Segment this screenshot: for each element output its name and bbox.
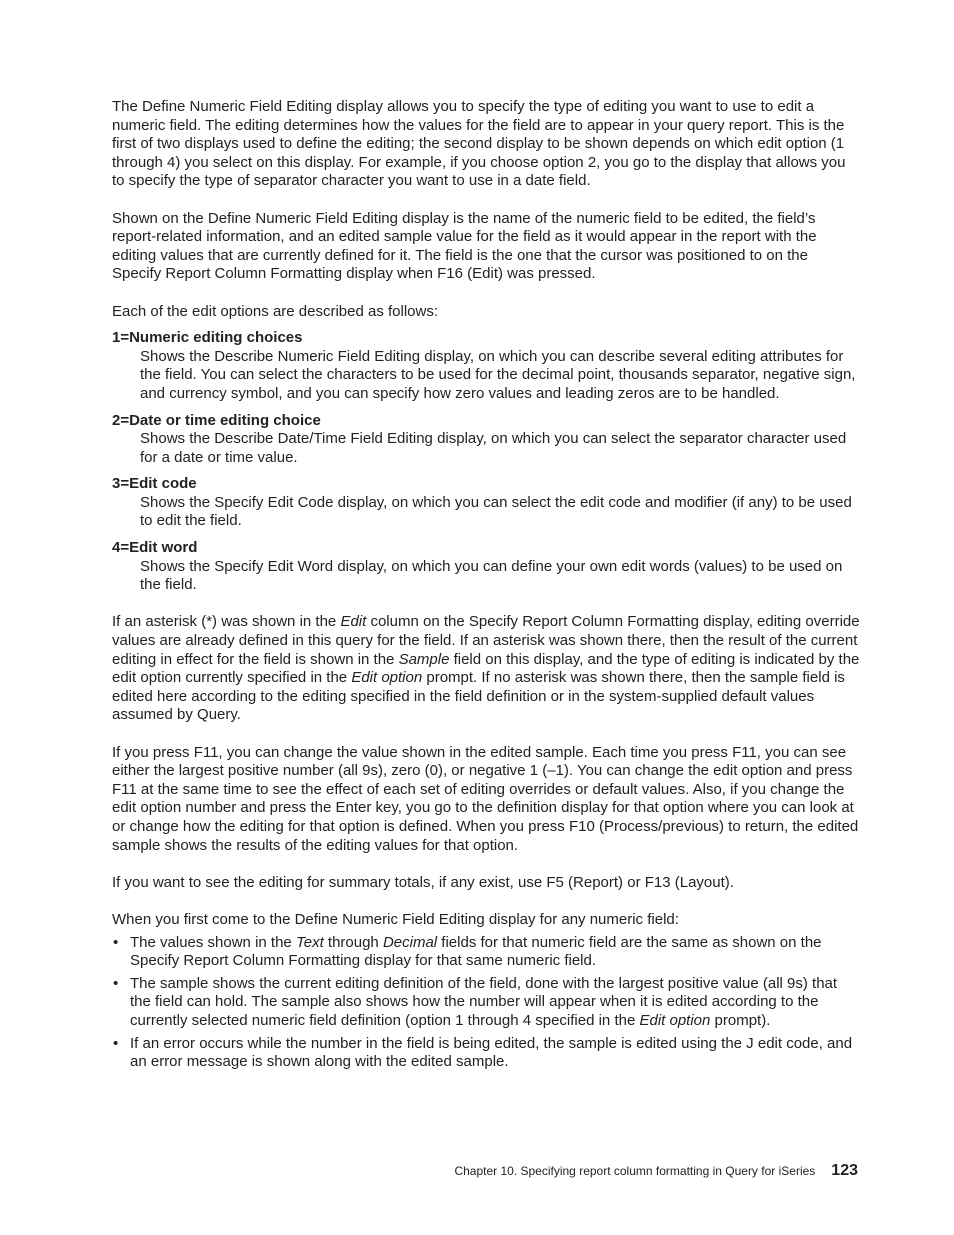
edit-options-list	[112, 329, 860, 595]
text-run: fields for that numeric field are the same as shown on the Specify Report Column Formatting display for that same numeric field.	[130, 933, 822, 970]
paragraph-summary-totals: If you want to see the editing for summary totals, if any exist, use F5 (Report) or F13 (Layout).	[112, 873, 734, 891]
option-term: 4=Edit word	[112, 539, 198, 557]
chapter-title: Chapter 10. Specifying report column formatting in Query for iSeries	[454, 1164, 816, 1178]
option-term: 2=Date or time editing choice	[112, 411, 321, 429]
text-run: prompt. If no asterisk was shown there, then the sample field is edited here according to the editing specified in the field definition or in the system-supplied default values assumed by Query.	[112, 669, 845, 724]
option-description: Shows the Specify Edit Code display, on which you can select the edit code and modifier (if any) to be used to edit the field.	[140, 493, 852, 530]
option-item-4	[112, 539, 860, 595]
option-term: 1=Numeric editing choices	[112, 329, 303, 347]
bullet-list	[112, 934, 860, 1072]
paragraph-asterisk	[112, 613, 860, 725]
italic-term-sample: Sample	[398, 650, 450, 668]
text-run: field on this display, and the type of editing is indicated by the edit option currently specified in the	[112, 650, 860, 687]
text-run: prompt).	[710, 1011, 771, 1029]
paragraph-display-contents: Shown on the Define Numeric Field Editing display is the name of the numeric field to be edited, the field’s report-related information, and an edited sample value for the field as it would appear in the report with the editing values that are currently defined for it. The field is the one that the cursor was positioned to on the Specify Report Column Formatting display when F16 (Edit) was pressed.	[112, 209, 817, 283]
paragraph-first-come: When you first come to the Define Numeric Field Editing display for any numeric field:	[112, 910, 679, 928]
text-run: If an error occurs while the number in the field is being edited, the sample is edited using the J edit code, and an error message is shown along with the edited sample.	[130, 1034, 853, 1071]
italic-term-edit: Edit	[340, 613, 367, 631]
text-run: through	[323, 933, 383, 951]
text-run: The sample shows the current editing definition of the field, done with the largest positive value (all 9s) that the field can hold. The sample also shows how the number will appear when it is edited according to the currently selected numeric field definition (option 1 through 4 specified in the	[130, 974, 838, 1029]
list-item	[112, 1035, 860, 1072]
option-description: Shows the Describe Date/Time Field Editing display, on which you can select the separator character used for a date or time value.	[140, 430, 847, 466]
page-number: 123	[831, 1162, 858, 1179]
paragraph-intro: The Define Numeric Field Editing display allows you to specify the type of editing you want to use to edit a numeric field. The editing determines how the values for the field are to appear in your query report. This is the first of two displays used to define the editing; the second display to be shown depends on which edit option (1 through 4) you select on this display. For example, if you choose option 2, you go to the display that allows you to specify the type of separator character you want to use in a date field.	[112, 98, 846, 190]
paragraph-f11: If you press F11, you can change the value shown in the edited sample. Each time you press F11, you can see either the largest positive number (all 9s), zero (0), or negative 1 (–1). You can change the edit option and press F11 at the same time to see the effect of each set of editing overrides or default values. Also, if you change the edit option number and press the Enter key, you go to the definition display for that option where you can look at or change how the editing for that option is defined. When you press F10 (Process/previous) to return, the edited sample shows the results of the editing values for that option.	[112, 743, 859, 854]
option-item-2	[112, 412, 860, 468]
option-item-3	[112, 475, 860, 531]
list-item	[112, 934, 860, 971]
text-run: If an asterisk (*) was shown in the	[112, 613, 341, 631]
page-body	[112, 98, 860, 1076]
option-item-1	[112, 329, 860, 403]
italic-term-text: Text	[295, 933, 324, 951]
option-description: Shows the Specify Edit Word display, on which you can define your own edit words (values) to be used on the field.	[140, 557, 843, 594]
italic-term-edit-option: Edit option	[639, 1011, 711, 1029]
text-run: The values shown in the	[130, 933, 296, 951]
paragraph-options-intro: Each of the edit options are described as follows:	[112, 302, 439, 320]
option-term: 3=Edit code	[112, 475, 197, 493]
list-item	[112, 975, 860, 1031]
option-description: Shows the Describe Numeric Field Editing display, on which you can describe several editing attributes for the field. You can select the characters to be used for the decimal point, thousands separator, negative sign, and currency symbol, and you can specify how zero values and leading zeros are to be handled.	[140, 347, 856, 402]
italic-term-edit-option: Edit option	[351, 669, 423, 687]
page-footer	[454, 1162, 858, 1180]
italic-term-decimal: Decimal	[382, 933, 438, 951]
text-run: column on the Specify Report Column Formatting display, editing override values are already defined in this query for the field. If an asterisk was shown there, then the result of the current editing in effect for the field is shown in the	[112, 613, 860, 668]
